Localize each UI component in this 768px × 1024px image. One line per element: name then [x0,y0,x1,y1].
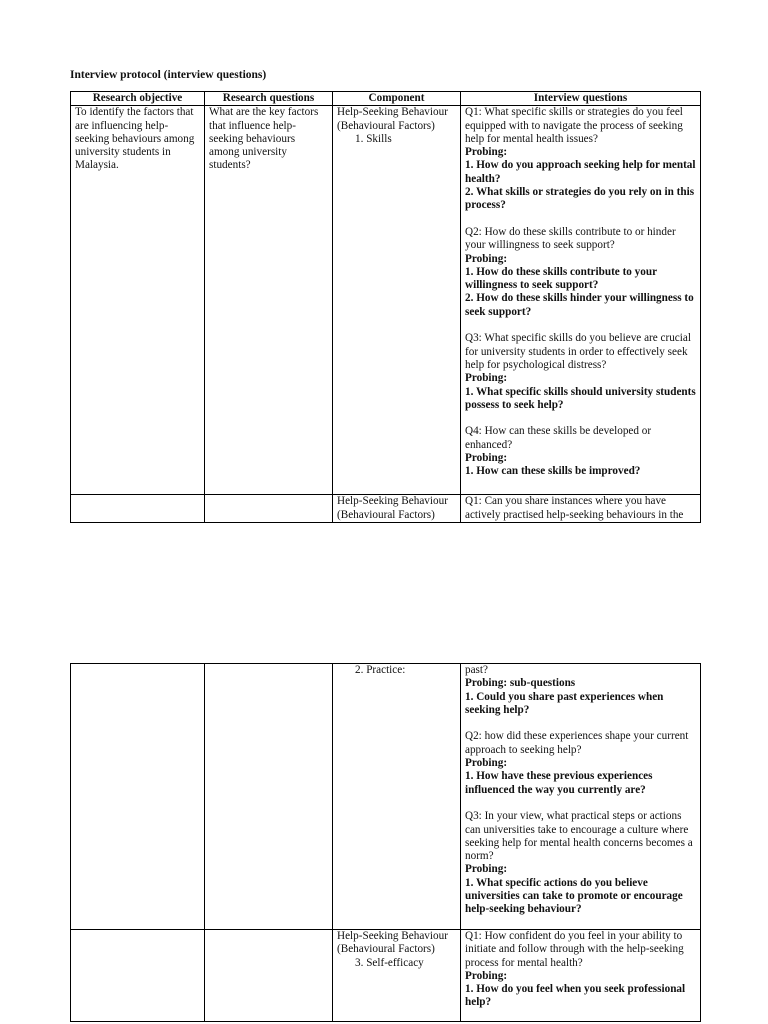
probing-question: 2. How do these skills hinder your willingness to seek support? [465,292,694,318]
probing-label: Probing: [465,969,508,982]
component-item: 1. Skills [355,132,392,145]
question-text: Q2: how did these experiences shape your current approach to seeking help? [465,730,689,756]
table-row [71,664,701,930]
question-text: Q3: What specific skills do you believe are crucial for university students in order to effectively seek help for psychological distress? [465,332,691,371]
header-research-objective: Research objective [71,92,205,106]
probing-question: 1. How do you approach seeking help for mental health? [465,159,696,185]
research-question-cell [205,664,333,930]
header-research-questions: Research questions [205,92,333,106]
table-row [71,106,701,495]
probing-question: 1. What specific actions do you believe universities can take to promote or encourage help-seeking behaviour? [465,876,683,916]
component-cell [333,664,461,930]
research-question-cell [205,930,333,1022]
question-text: Q3: In your view, what practical steps or actions can universities take to encourage a culture where seeking help for mental health concerns becomes a norm? [465,810,693,863]
probing-label: Probing: [465,863,508,876]
probing-question: 1. How can these skills be improved? [465,465,641,478]
component-title: Help-Seeking Behaviour (Behavioural Factors) [337,495,448,521]
objective-cell [71,106,205,495]
interview-protocol-table [70,91,701,523]
component-item: 3. Self-efficacy [355,956,424,969]
question-text: past? [465,664,488,676]
interview-questions-cell [461,495,701,523]
interview-questions-cell [461,664,701,930]
component-title: Help-Seeking Behaviour (Behavioural Factors) [337,106,448,132]
probing-label: Probing: [465,146,508,159]
probing-question: 1. How have these previous experiences influenced the way you currently are? [465,770,653,796]
component-cell [333,930,461,1022]
table-row [71,495,701,523]
probing-label: Probing: [465,252,508,265]
component-cell [333,106,461,495]
probing-question: 1. How do you feel when you seek professional help? [465,983,686,1009]
header-component: Component [333,92,461,106]
component-cell [333,495,461,523]
table-header-row [71,92,701,106]
probing-question: 1. How do these skills contribute to your willingness to seek support? [465,265,657,292]
research-question-cell [205,495,333,523]
interview-questions-cell [461,106,701,495]
probing-label: Probing: [465,452,508,465]
interview-questions-cell [461,930,701,1022]
question-text: Q1: Can you share instances where you have actively practised help-seeking behaviours in the [465,495,684,521]
research-question-cell [205,106,333,495]
probing-question: 1. Could you share past experiences when seeking help? [465,690,664,716]
question-text: Q2: How do these skills contribute to or hinder your willingness to seek support? [465,225,676,252]
objective-cell [71,664,205,930]
component-title: Help-Seeking Behaviour (Behavioural Factors) [337,930,448,956]
interview-protocol-table-continued [70,663,701,1022]
probing-label: Probing: [465,372,508,385]
research-question-text: What are the key factors that influence help-seeking behaviours among university students? [209,106,319,172]
probing-question: 2. What skills or strategies do you rely on in this process? [465,186,695,212]
question-text: Q1: What specific skills or strategies do you feel equipped with to navigate the process of seeking help for mental health issues? [465,106,683,145]
probing-question: 1. What specific skills should university students possess to seek help? [465,385,696,411]
question-text: Q1: How confident do you feel in your ability to initiate and follow through with the help-seeking process for mental health? [465,930,684,969]
probing-label: Probing: [465,757,508,770]
page-title: Interview protocol (interview questions) [70,69,267,81]
header-interview-questions: Interview questions [461,92,701,106]
objective-cell [71,930,205,1022]
question-text: Q4: How can these skills be developed or enhanced? [465,425,652,451]
component-item: 2. Practice: [355,664,406,676]
probing-label: Probing: sub-questions [465,677,576,690]
table-row [71,930,701,1022]
objective-text: To identify the factors that are influencing help-seeking behaviours among university students in Malaysia. [75,106,195,172]
objective-cell [71,495,205,523]
